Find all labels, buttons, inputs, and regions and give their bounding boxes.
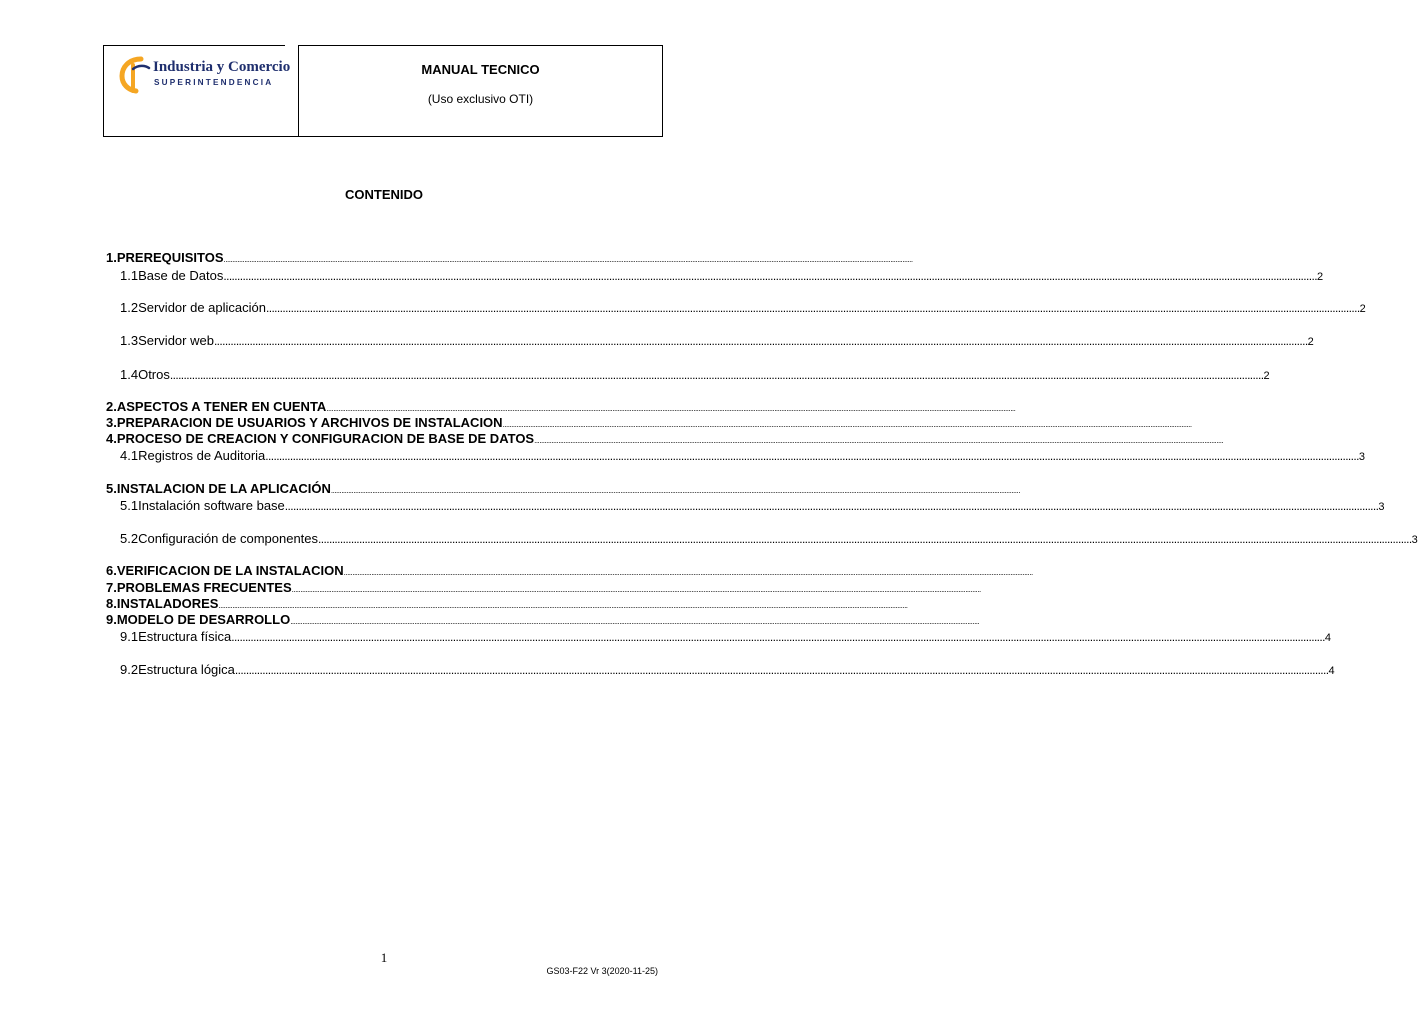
toc-entry[interactable] — [106, 612, 980, 627]
toc-dot-leader: ................................................................................................................................................................................................................................................................................................................................................................................................................ — [218, 601, 908, 610]
toc-entry-number: 1.1 — [120, 268, 139, 283]
toc-dot-leader: ................................................................................................................................................................................................................................................................................................................................................................................................................ — [284, 499, 1379, 513]
logo — [103, 45, 298, 137]
toc-subentry[interactable] — [120, 333, 1314, 348]
toc-subentry[interactable] — [120, 531, 1418, 546]
toc-dot-leader: ................................................................................................................................................................................................................................................................................................................................................................................................................ — [343, 568, 1033, 577]
logo-text-primary: Industria y Comercio — [153, 59, 291, 75]
toc-page-number: 2 — [1307, 336, 1314, 348]
toc-subentry[interactable] — [120, 300, 1366, 315]
toc-subentry[interactable] — [120, 498, 1385, 513]
toc-entry-number: 1.4 — [120, 367, 139, 382]
logo-text-secondary: SUPERINTENDENCIA — [154, 78, 274, 87]
toc-page-number: 3 — [1411, 534, 1418, 546]
toc-entry-number: 4.1 — [120, 448, 139, 463]
toc-dot-leader: ................................................................................................................................................................................................................................................................................................................................................................................................................ — [291, 585, 981, 594]
toc-subentry[interactable] — [120, 448, 1365, 463]
toc-entry-number: 6. — [106, 563, 117, 578]
toc-dot-leader: ................................................................................................................................................................................................................................................................................................................................................................................................................ — [265, 301, 1360, 315]
document-subtitle: (Uso exclusivo OTI) — [427, 92, 534, 106]
contents-heading: CONTENIDO — [345, 187, 423, 202]
title-cell — [299, 45, 662, 137]
document-header — [103, 45, 663, 137]
toc-page-number: 2 — [1359, 303, 1366, 315]
toc-dot-leader: ................................................................................................................................................................................................................................................................................................................................................................................................................ — [234, 663, 1329, 677]
toc-page-number: 4 — [1324, 632, 1332, 644]
toc-dot-leader: ................................................................................................................................................................................................................................................................................................................................................................................................................ — [231, 630, 1325, 644]
toc-entry-label: MODELO DE DESARROLLO — [116, 612, 291, 627]
toc-subentry[interactable] — [120, 662, 1335, 677]
toc-entry-label: INSTALADORES — [116, 596, 219, 611]
toc-entry-number: 9.1 — [120, 629, 139, 644]
toc-page-number: 3 — [1378, 501, 1385, 513]
toc-entry-label: PROCESO DE CREACION Y CONFIGURACION DE BASE DE DATOS — [116, 431, 535, 446]
toc-entry-label: Otros — [138, 367, 170, 382]
toc-page-number: 2 — [1316, 271, 1324, 283]
toc-entry-label: Base de Datos — [138, 268, 224, 283]
toc-entry-label: PROBLEMAS FRECUENTES — [116, 580, 292, 595]
toc-dot-leader: ................................................................................................................................................................................................................................................................................................................................................................................................................ — [534, 436, 1224, 445]
toc-entry[interactable] — [106, 481, 1020, 496]
document-code: GS03-F22 Vr 3(2020-11-25) — [546, 966, 658, 976]
toc-entry-number: 3. — [106, 415, 117, 430]
toc-entry[interactable] — [106, 415, 1192, 430]
toc-entry-label: ASPECTOS A TENER EN CUENTA — [116, 399, 327, 414]
toc-entry-label: Estructura física — [138, 629, 232, 644]
toc-entry-number: 2. — [106, 399, 117, 414]
toc-entry-number: 9.2 — [120, 662, 139, 677]
toc-page-number: 4 — [1328, 665, 1335, 677]
toc-entry-number: 1.3 — [120, 333, 139, 348]
toc-dot-leader: ................................................................................................................................................................................................................................................................................................................................................................................................................ — [502, 420, 1192, 429]
toc-entry-label: Registros de Auditoria — [138, 448, 266, 463]
toc-entry-label: Servidor web — [138, 333, 214, 348]
toc-dot-leader: ................................................................................................................................................................................................................................................................................................................................................................................................................ — [223, 269, 1317, 283]
document-title: MANUAL TECNICO — [421, 62, 540, 77]
toc-entry[interactable] — [106, 431, 1224, 446]
toc-entry-number: 5.2 — [120, 531, 139, 546]
toc-entry-number: 9. — [106, 612, 117, 627]
toc-entry-label: Servidor de aplicación — [138, 300, 266, 315]
sic-logo-icon — [119, 55, 153, 95]
toc-entry-number: 8. — [106, 596, 117, 611]
toc-entry-number: 7. — [106, 580, 117, 595]
toc-dot-leader: ................................................................................................................................................................................................................................................................................................................................................................................................................ — [169, 368, 1264, 382]
toc-entry-number: 5.1 — [120, 498, 139, 513]
toc-dot-leader: ................................................................................................................................................................................................................................................................................................................................................................................................................ — [290, 617, 980, 626]
toc-entry-label: INSTALACION DE LA APLICACIÓN — [116, 481, 331, 496]
toc-entry-label: PREPARACION DE USUARIOS Y ARCHIVOS DE INSTALACION — [116, 415, 503, 430]
toc-entry[interactable] — [106, 563, 1033, 578]
toc-entry-number: 1. — [106, 250, 117, 265]
toc-entry-label: Configuración de componentes — [138, 531, 319, 546]
toc-entry[interactable] — [106, 250, 913, 265]
toc-page-number: 3 — [1358, 451, 1365, 463]
toc-dot-leader: ................................................................................................................................................................................................................................................................................................................................................................................................................ — [330, 486, 1020, 495]
toc-dot-leader: ................................................................................................................................................................................................................................................................................................................................................................................................................ — [223, 255, 913, 264]
toc-subentry[interactable] — [120, 367, 1270, 382]
toc-entry-number: 5. — [106, 481, 117, 496]
toc-entry[interactable] — [106, 596, 908, 611]
toc-dot-leader: ................................................................................................................................................................................................................................................................................................................................................................................................................ — [318, 532, 1412, 546]
toc-entry-label: Instalación software base — [138, 498, 285, 513]
toc-entry[interactable] — [106, 580, 981, 595]
toc-subentry[interactable] — [120, 268, 1324, 283]
toc-dot-leader: ................................................................................................................................................................................................................................................................................................................................................................................................................ — [213, 334, 1308, 348]
toc-entry-label: PREREQUISITOS — [116, 250, 224, 265]
toc-page-number: 2 — [1263, 370, 1270, 382]
toc-entry-label: Estructura lógica — [138, 662, 235, 677]
toc-dot-leader: ................................................................................................................................................................................................................................................................................................................................................................................................................ — [326, 404, 1016, 413]
toc-entry-number: 4. — [106, 431, 117, 446]
toc-entry-number: 1.2 — [120, 300, 139, 315]
page-number: 1 — [380, 950, 388, 965]
toc-entry[interactable] — [106, 399, 1016, 414]
toc-entry-label: VERIFICACION DE LA INSTALACION — [116, 563, 344, 578]
toc-dot-leader: ................................................................................................................................................................................................................................................................................................................................................................................................................ — [265, 449, 1359, 463]
toc-subentry[interactable] — [120, 629, 1332, 644]
